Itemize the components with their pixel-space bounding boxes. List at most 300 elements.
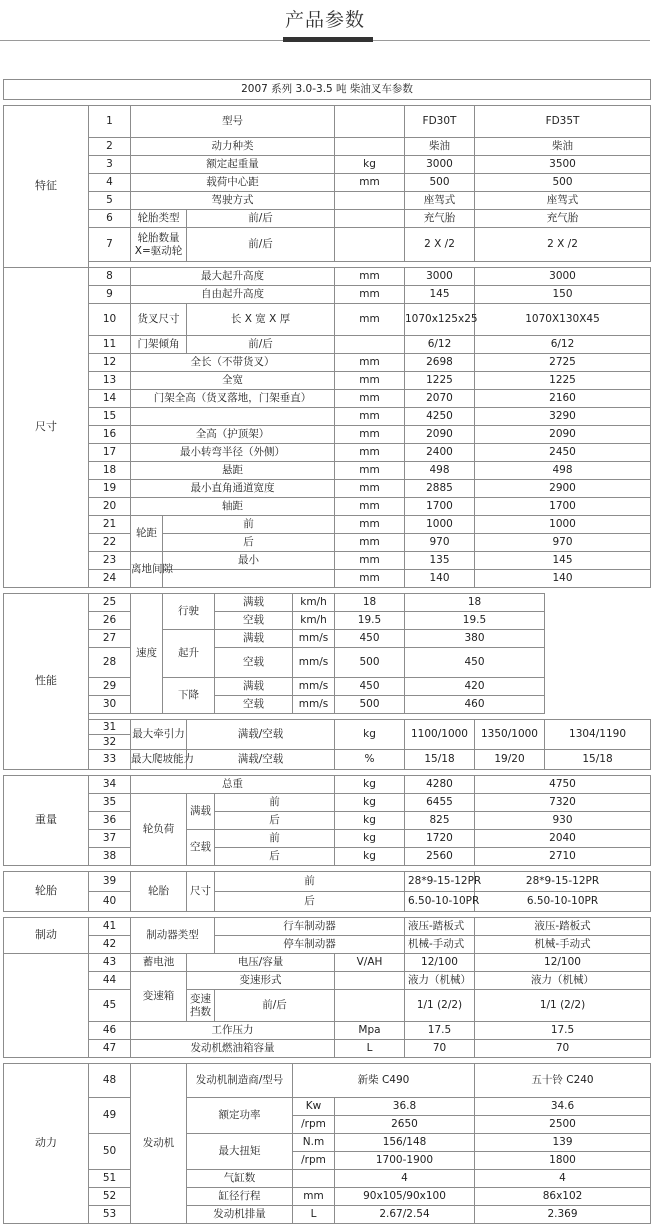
value-fd35t-a: 1304/1190 [545,720,651,750]
table-row [4,210,651,228]
row-number: 26 [89,612,131,630]
value-fd30t-a: 15/18 [405,750,475,770]
group-label [4,954,89,1058]
value-fd35t: 1700 [475,498,651,516]
table-row [4,192,651,210]
header-accent-bar [283,37,373,42]
unit-cell: mm/s [293,678,335,696]
unit-cell: mm [293,1188,335,1206]
unit-cell: % [335,750,405,770]
value-fd35t: 1000 [475,516,651,534]
unit-cell [293,1170,335,1188]
param-sub: 变速形式 [187,972,335,990]
row-number: 6 [89,210,131,228]
param-name: 变速箱 [131,972,187,1022]
param-name: 全长（不带货叉） [131,354,335,372]
param-name: 动力种类 [131,138,335,156]
unit-cell: kg [335,812,405,830]
value-fd35t: 450 [405,648,545,678]
value-fd30t: 4250 [405,408,475,426]
table-row [4,918,651,936]
unit-cell: mm/s [293,696,335,714]
value-fd35t: 970 [475,534,651,552]
param-name: 轮胎数量X=驱动轮 [131,228,187,262]
value-fd35t: 2725 [475,354,651,372]
value-fd30t: 36.8 [335,1098,475,1116]
table-row [4,678,651,696]
row-number: 50 [89,1134,131,1170]
unit-cell: kg [335,794,405,812]
row-number: 28 [89,648,131,678]
table-row [4,498,651,516]
table-row [4,1134,651,1152]
value-fd35t: 150 [475,286,651,304]
unit-cell: mm [335,570,405,588]
table-row [4,336,651,354]
row-number: 17 [89,444,131,462]
unit-cell: mm [335,304,405,336]
load-state: 满载 [215,678,293,696]
value-fd30t: 充气胎 [405,210,475,228]
param-name: 额定起重量 [131,156,335,174]
param-name: 发动机 [131,1064,187,1224]
table-row [4,1040,651,1058]
unit-cell: mm [335,426,405,444]
load-state: 满载 [215,594,293,612]
value-fd35t: 液压-踏板式 [475,918,651,936]
value-fd35t: 2500 [475,1116,651,1134]
unit-cell: L [335,1040,405,1058]
row-number: 16 [89,426,131,444]
value-fd35t: 2040 [475,830,651,848]
table-row [4,138,651,156]
param-sub: 起升 [163,630,215,678]
param-name: 驾驶方式 [131,192,335,210]
param-sub: 后 [215,848,335,866]
table-row [4,408,651,426]
value-fd30t: 座驾式 [405,192,475,210]
group-label: 尺寸 [4,268,89,588]
value-fd30t: 4280 [405,776,475,794]
value-fd35t: 139 [475,1134,651,1152]
unit-cell: Mpa [335,1022,405,1040]
row-number: 1 [89,106,131,138]
row-number: 24 [89,570,131,588]
table-row [4,1188,651,1206]
value-fd35t: 2450 [475,444,651,462]
row-number: 22 [89,534,131,552]
value-fd30t: 液压-踏板式 [405,918,475,936]
unit-cell: kg [335,830,405,848]
table-row [4,354,651,372]
unit-cell [335,336,405,354]
row-number: 21 [89,516,131,534]
row-number: 2 [89,138,131,156]
value-fd30t: 2090 [405,426,475,444]
value-fd35t: 140 [475,570,651,588]
row-number: 41 [89,918,131,936]
value-fd35t: 12/100 [475,954,651,972]
row-number: 51 [89,1170,131,1188]
table-row [4,480,651,498]
unit-cell: mm [335,498,405,516]
value-fd35t: 充气胎 [475,210,651,228]
value-fd35t-a: 15/18 [545,750,651,770]
row-number: 43 [89,954,131,972]
value-fd30t: 90x105/90x100 [335,1188,475,1206]
value-fd30t: 28*9-15-12PR [405,872,475,892]
unit-cell [335,990,405,1022]
page-title: 产品参数 [284,9,365,31]
table-row [4,426,651,444]
value-fd30t: 1720 [405,830,475,848]
value-fd30t: 1700 [405,498,475,516]
row-number: 14 [89,390,131,408]
row-number: 52 [89,1188,131,1206]
unit-cell [335,228,405,262]
value-fd30t: 2698 [405,354,475,372]
unit-cell: kg [335,720,405,750]
row-number: 9 [89,286,131,304]
unit-cell: V/AH [335,954,405,972]
value-fd35t: 6.50-10-10PR [475,892,651,912]
param-sub: 长 X 宽 X 厚 [187,304,335,336]
row-number: 20 [89,498,131,516]
value-fd30t: 6/12 [405,336,475,354]
row-number: 45 [89,990,131,1022]
table-row [4,228,651,262]
param-name: 轮负荷 [131,794,187,866]
param-name: 货叉尺寸 [131,304,187,336]
value-fd30t: 6455 [405,794,475,812]
value-fd35t: 2900 [475,480,651,498]
table-row [4,552,651,570]
value-fd30t: 1000 [405,516,475,534]
param-sub: 后 [163,534,335,552]
table-row [4,1022,651,1040]
table-row [4,390,651,408]
table-row [4,750,651,770]
row-number: 47 [89,1040,131,1058]
param-name: 载荷中心距 [131,174,335,192]
param-sub [163,570,335,588]
param-sub: 满载/空载 [187,750,335,770]
unit-cell [335,210,405,228]
table-row [4,516,651,534]
row-number: 19 [89,480,131,498]
value-fd35t: 28*9-15-12PR [475,872,651,892]
unit-cell: mm [335,534,405,552]
param-sub: 最大扭矩 [187,1134,293,1170]
unit-cell: mm [335,444,405,462]
table-row [4,106,651,138]
unit-cell: /rpm [293,1152,335,1170]
row-number: 34 [89,776,131,794]
row-number: 25 [89,594,131,612]
unit-cell: mm [335,268,405,286]
row-number: 18 [89,462,131,480]
row-number: 5 [89,192,131,210]
table-row [4,630,651,648]
row-number: 3 [89,156,131,174]
param-name: 最大起升高度 [131,268,335,286]
value-fd30t: 6.50-10-10PR [405,892,475,912]
row-number: 8 [89,268,131,286]
value-fd30t: 12/100 [405,954,475,972]
param-sub: 满载/空载 [187,720,335,750]
table-row [4,268,651,286]
table-row [4,794,651,812]
value-fd30t: 3000 [405,268,475,286]
value-fd30t: 2400 [405,444,475,462]
value-fd35t: 4 [475,1170,651,1188]
spec-table [3,79,651,1224]
value-fd35t: 18 [405,594,545,612]
value-fd35t: 3000 [475,268,651,286]
value-fd35t: 34.6 [475,1098,651,1116]
row-number: 13 [89,372,131,390]
value-fd30t: FD30T [405,106,475,138]
group-label: 动力 [4,1064,89,1224]
row-number: 30 [89,696,131,714]
row-number: 48 [89,1064,131,1098]
table-row [4,304,651,336]
value-fd30t: 机械-手动式 [405,936,475,954]
param-sub: 行驶 [163,594,215,630]
param-name: 最大爬坡能力 [131,750,187,770]
value-fd30t: 500 [335,696,405,714]
param-name: 全宽 [131,372,335,390]
table-row [4,1170,651,1188]
param-sub: 电压/容量 [187,954,335,972]
unit-cell: mm [335,372,405,390]
value-fd35t: 座驾式 [475,192,651,210]
value-fd35t: 液力（机械） [475,972,651,990]
load-state: 空载 [187,830,215,866]
row-number: 33 [89,750,131,770]
value-fd35t: 145 [475,552,651,570]
unit-cell: mm [335,174,405,192]
param-sub: 变速挡数 [187,990,215,1022]
row-number: 49 [89,1098,131,1134]
unit-cell: mm/s [293,648,335,678]
row-number: 15 [89,408,131,426]
unit-cell: /rpm [293,1116,335,1134]
value-fd35t: 70 [475,1040,651,1058]
value-fd30t-b: 19/20 [475,750,545,770]
value-fd30t: 3000 [405,156,475,174]
value-fd30t: 1700-1900 [335,1152,475,1170]
value-fd35t: 500 [475,174,651,192]
row-number: 37 [89,830,131,848]
table-caption: 2007 系列 3.0-3.5 吨 柴油叉车参数 [4,80,651,100]
unit-cell: mm/s [293,630,335,648]
value-fd30t: 18 [335,594,405,612]
param-sub: 行车制动器 [215,918,405,936]
row-number: 23 [89,552,131,570]
param-sub: 前/后 [215,990,335,1022]
value-fd30t: 4 [335,1170,475,1188]
value-fd30t: 2885 [405,480,475,498]
param-name: 型号 [131,106,335,138]
value-fd30t: 17.5 [405,1022,475,1040]
table-row [4,1098,651,1116]
value-fd30t: 450 [335,678,405,696]
value-fd35t: 86x102 [475,1188,651,1206]
row-number: 36 [89,812,131,830]
value-fd30t: 825 [405,812,475,830]
value-fd30t: 498 [405,462,475,480]
value-fd30t: 500 [335,648,405,678]
param-sub: 前/后 [187,210,335,228]
value-fd35t: 2710 [475,848,651,866]
table-row [4,286,651,304]
unit-cell: N.m [293,1134,335,1152]
table-row [4,720,651,735]
row-number: 42 [89,936,131,954]
value-fd30t: 140 [405,570,475,588]
row-number: 31 [89,720,131,735]
group-label: 制动 [4,918,89,954]
row-number: 27 [89,630,131,648]
param-sub: 后 [215,812,335,830]
param-sub: 前/后 [187,336,335,354]
table-row [4,594,651,612]
value-fd30t: 450 [335,630,405,648]
value-fd35t: 1800 [475,1152,651,1170]
value-fd30t: 135 [405,552,475,570]
unit-cell: kg [335,776,405,794]
value-fd30t: 2070 [405,390,475,408]
unit-cell: kg [335,848,405,866]
value-fd35t: 1/1 (2/2) [475,990,651,1022]
param-name: 最小直角通道宽度 [131,480,335,498]
table-row [4,1064,651,1098]
param-name: 轮胎类型 [131,210,187,228]
table-row [4,80,651,100]
row-number: 53 [89,1206,131,1224]
value-fd35t: 2090 [475,426,651,444]
value-fd35t: 机械-手动式 [475,936,651,954]
table-row [4,972,651,990]
table-row [4,776,651,794]
table-row [4,534,651,552]
value-fd30t: 970 [405,534,475,552]
unit-cell: L [293,1206,335,1224]
row-number: 12 [89,354,131,372]
row-number: 44 [89,972,131,990]
param-name: 制动器类型 [131,918,215,954]
load-state: 空载 [215,612,293,630]
value-fd30t: 2.67/2.54 [335,1206,475,1224]
value-fd30t-a: 1100/1000 [405,720,475,750]
value-fd30t: 500 [405,174,475,192]
table-row [4,936,651,954]
load-state: 满载 [187,794,215,830]
row-number: 10 [89,304,131,336]
param-name: 全高（护顶架） [131,426,335,444]
unit-cell: mm [335,552,405,570]
param-sub: 缸径行程 [187,1188,293,1206]
table-row [4,444,651,462]
unit-cell [335,138,405,156]
row-number: 29 [89,678,131,696]
param-sub: 前 [215,872,405,892]
unit-cell: mm [335,480,405,498]
unit-cell: km/h [293,594,335,612]
table-row [4,462,651,480]
value-fd35t: 498 [475,462,651,480]
param-sub: 后 [215,892,405,912]
value-fd35t: 4750 [475,776,651,794]
param-name: 蓄电池 [131,954,187,972]
table-row [4,954,651,972]
group-label: 性能 [4,594,89,770]
unit-cell: km/h [293,612,335,630]
param-sub: 停车制动器 [215,936,405,954]
table-row [4,612,651,630]
value-fd35t: 2160 [475,390,651,408]
param-name: 最小转弯半径（外侧） [131,444,335,462]
value-fd30t: 新柴 C490 [293,1064,475,1098]
load-state: 空载 [215,696,293,714]
param-name: 自由起升高度 [131,286,335,304]
param-sub: 额定功率 [187,1098,293,1134]
param-sub: 气缸数 [187,1170,293,1188]
value-fd30t: 液力（机械） [405,972,475,990]
row-number: 7 [89,228,131,262]
unit-cell: mm [335,390,405,408]
value-fd35t: 2 X /2 [475,228,651,262]
unit-cell [335,106,405,138]
table-row [4,1206,651,1224]
table-row [4,648,651,678]
table-row [4,872,651,892]
unit-cell: Kw [293,1098,335,1116]
table-row [4,812,651,830]
row-number: 46 [89,1022,131,1040]
value-fd35t: 1225 [475,372,651,390]
param-name: 总重 [131,776,335,794]
value-fd35t: 6/12 [475,336,651,354]
row-number: 40 [89,892,131,912]
row-number: 4 [89,174,131,192]
section-header [0,0,650,60]
param-name: 离地间隙 [131,552,163,588]
value-fd30t: 2650 [335,1116,475,1134]
table-row [4,892,651,912]
row-number: 38 [89,848,131,866]
value-fd35t: 420 [405,678,545,696]
param-name: 轮距 [131,516,163,552]
load-state: 满载 [215,630,293,648]
unit-cell: mm [335,286,405,304]
table-row [4,372,651,390]
table-row [4,696,651,714]
value-fd30t: 2560 [405,848,475,866]
value-fd35t: 930 [475,812,651,830]
value-fd35t: 3500 [475,156,651,174]
param-name: 悬距 [131,462,335,480]
param-name [131,408,335,426]
value-fd30t: 145 [405,286,475,304]
param-name: 轴距 [131,498,335,516]
param-name: 工作压力 [131,1022,335,1040]
param-sub: 发动机排量 [187,1206,293,1224]
value-fd30t: 1/1 (2/2) [405,990,475,1022]
table-row [4,830,651,848]
unit-cell [335,972,405,990]
